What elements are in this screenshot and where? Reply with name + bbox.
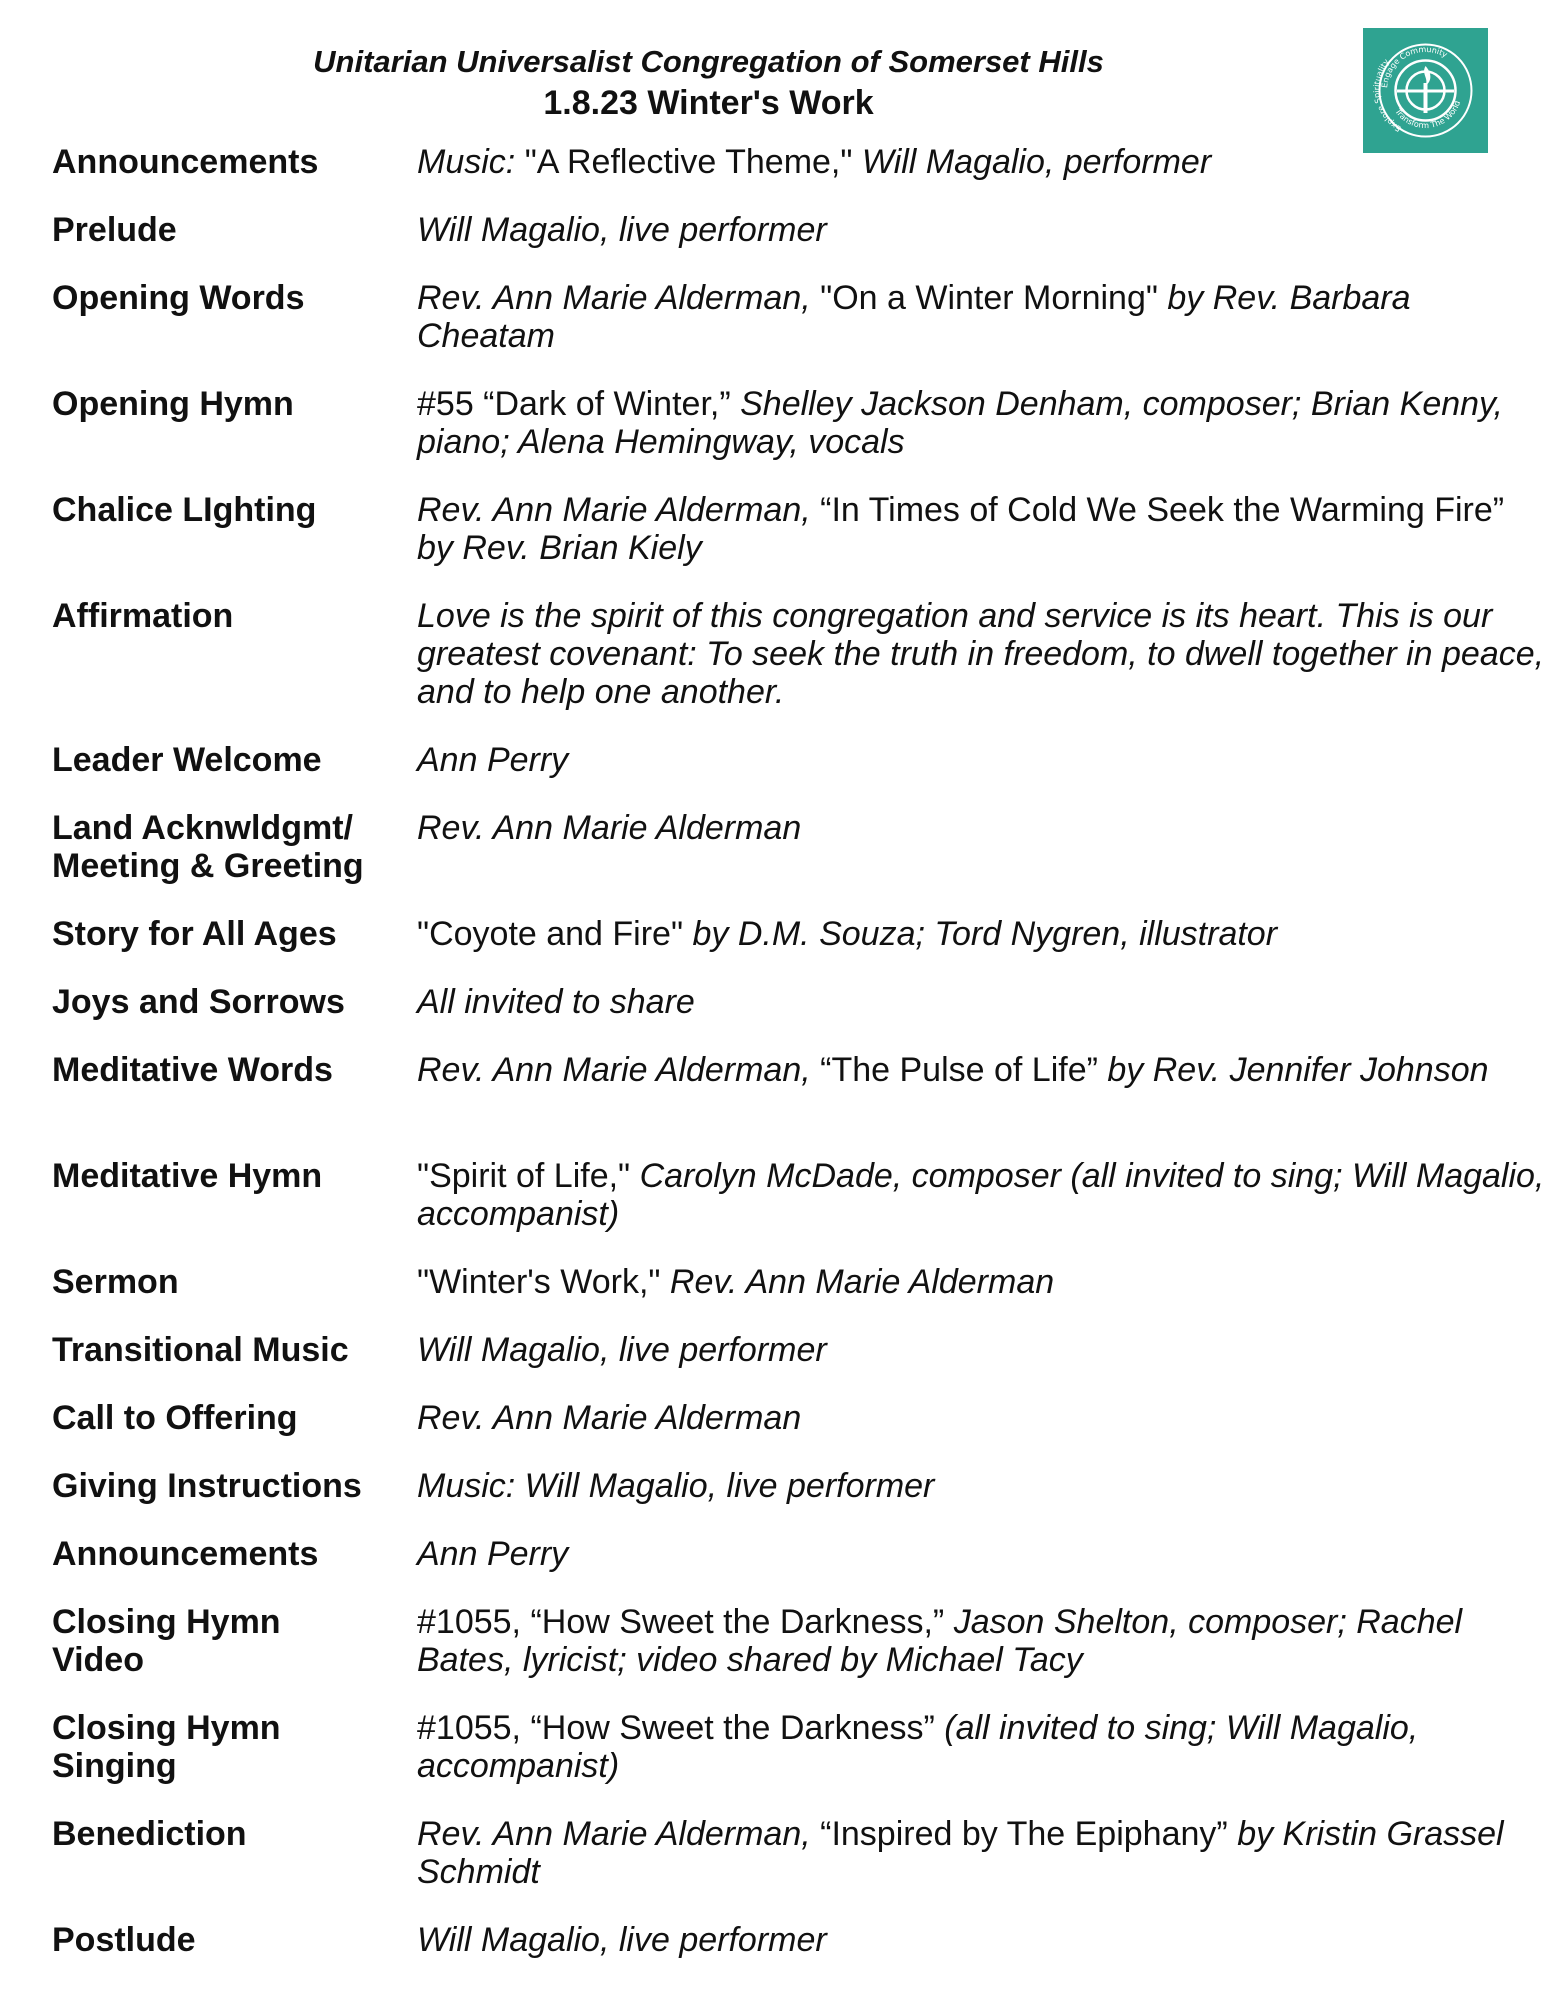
detail-segment: by Rev. Jennifer Johnson xyxy=(1107,1051,1489,1089)
detail-segment: by Rev. Barbara Cheatam xyxy=(417,279,1411,355)
detail-segment: #1055, “How Sweet the Darkness,” xyxy=(417,1603,954,1641)
service-item-detail xyxy=(417,1399,1545,1437)
detail-segment: by Rev. Brian Kiely xyxy=(417,529,702,567)
detail-segment: (all invited to sing; Will Magalio, accompanist) xyxy=(417,1709,1419,1785)
detail-segment: Rev. Ann Marie Alderman xyxy=(669,1263,1055,1301)
service-item-detail xyxy=(417,385,1545,461)
service-item-label: Benediction xyxy=(52,1815,247,1853)
service-item-detail xyxy=(417,1331,1545,1369)
detail-segment: Carolyn McDade, composer (all invited to sing; Will Magalio, accompanist) xyxy=(417,1157,1545,1233)
service-item-label: Leader Welcome xyxy=(52,741,322,779)
service-item-detail xyxy=(417,1157,1545,1233)
detail-segment: Will Magalio, live performer xyxy=(417,1331,827,1369)
service-item-detail xyxy=(417,143,1545,181)
service-item-label: Prelude xyxy=(52,211,177,249)
service-item-detail xyxy=(417,1263,1545,1301)
detail-segment: Love is the spirit of this congregation and service is its heart. This is our greatest covenant: To seek the truth in freedom, to dwell together in peace, and to help one another. xyxy=(417,597,1545,711)
service-item-label: Postlude xyxy=(52,1921,196,1959)
service-item-label: Story for All Ages xyxy=(52,915,337,953)
service-item-label: Call to Offering xyxy=(52,1399,298,1437)
service-item-label: Announcements xyxy=(52,143,319,181)
service-item-detail xyxy=(417,1709,1545,1785)
service-item-detail xyxy=(417,915,1545,953)
service-item-label: Meditative Words xyxy=(52,1051,333,1089)
detail-segment: Ann Perry xyxy=(417,1535,569,1573)
chalice-logo-icon xyxy=(1363,28,1488,153)
logo-text-bottom: Transform The World xyxy=(1393,99,1463,131)
service-item-label: Closing Hymn Video xyxy=(52,1603,281,1679)
organization-name: Unitarian Universalist Congregation of Somerset Hills xyxy=(313,44,1104,79)
service-item-detail xyxy=(417,597,1545,711)
service-item-detail xyxy=(417,491,1545,567)
service-item-label: Transitional Music xyxy=(52,1331,349,1369)
service-item-detail xyxy=(417,1815,1545,1891)
service-item-detail xyxy=(417,983,1545,1021)
service-item-label: Land Acknwldgmt/ Meeting & Greeting xyxy=(52,809,364,885)
logo-text-top: Engage Community xyxy=(1380,44,1449,89)
detail-segment: by D.M. Souza; Tord Nygren, illustrator xyxy=(692,915,1278,953)
detail-segment: "On a Winter Morning" xyxy=(820,279,1168,317)
detail-segment: Shelley Jackson Denham, composer; Brian Kenny, piano; Alena Hemingway, vocals xyxy=(417,385,1503,461)
detail-segment: Jason Shelton, composer; Rachel Bates, lyricist; video shared by Michael Tacy xyxy=(417,1603,1463,1679)
detail-segment: "Spirit of Life," xyxy=(417,1157,640,1195)
detail-segment: "Coyote and Fire" xyxy=(417,915,693,953)
detail-segment: #1055, “How Sweet the Darkness” xyxy=(417,1709,945,1747)
service-item-detail xyxy=(417,1467,1545,1505)
detail-segment: All invited to share xyxy=(417,983,695,1021)
service-item-detail xyxy=(417,1051,1545,1089)
service-item-label: Opening Hymn xyxy=(52,385,294,423)
detail-segment: Ann Perry xyxy=(417,741,569,779)
service-item-detail xyxy=(417,1535,1545,1573)
service-item-label: Chalice LIghting xyxy=(52,491,317,529)
detail-segment: Music: Will Magalio, live performer xyxy=(417,1467,935,1505)
service-item-label: Sermon xyxy=(52,1263,179,1301)
detail-segment: "A Reflective Theme," xyxy=(524,143,862,181)
detail-segment: Rev. Ann Marie Alderman, xyxy=(417,1051,821,1089)
service-item-detail xyxy=(417,1921,1545,1959)
detail-segment: Music: xyxy=(417,143,525,181)
detail-segment: Will Magalio, live performer xyxy=(417,211,827,249)
service-item-detail xyxy=(417,211,1545,249)
detail-segment: “Inspired by The Epiphany” xyxy=(820,1815,1238,1853)
detail-segment: “In Times of Cold We Seek the Warming Fire” xyxy=(820,491,1505,529)
detail-segment: by Kristin Grassel Schmidt xyxy=(417,1815,1504,1891)
service-item-detail xyxy=(417,741,1545,779)
detail-segment: “The Pulse of Life” xyxy=(820,1051,1108,1089)
service-item-detail xyxy=(417,809,1545,847)
detail-segment: Rev. Ann Marie Alderman, xyxy=(417,1815,821,1853)
detail-segment: "Winter's Work," xyxy=(417,1263,670,1301)
service-item-label: Joys and Sorrows xyxy=(52,983,345,1021)
detail-segment: Rev. Ann Marie Alderman xyxy=(417,1399,802,1437)
detail-segment: Rev. Ann Marie Alderman xyxy=(417,809,802,847)
header xyxy=(0,42,1545,124)
service-item-label: Meditative Hymn xyxy=(52,1157,323,1195)
service-item-label: Opening Words xyxy=(52,279,305,317)
service-item-detail xyxy=(417,1603,1545,1679)
detail-segment: Will Magalio, performer xyxy=(861,143,1212,181)
service-item-label: Closing Hymn Singing xyxy=(52,1709,281,1785)
detail-segment: Rev. Ann Marie Alderman, xyxy=(417,491,821,529)
detail-segment: Rev. Ann Marie Alderman, xyxy=(417,279,821,317)
service-item-label: Giving Instructions xyxy=(52,1467,362,1505)
service-item-label: Affirmation xyxy=(52,597,234,635)
service-title: 1.8.23 Winter's Work xyxy=(543,84,874,122)
service-item-detail xyxy=(417,279,1545,355)
logo-text-left: Explore Spirituality xyxy=(1372,57,1403,134)
detail-segment: Will Magalio, live performer xyxy=(417,1921,827,1959)
detail-segment: #55 “Dark of Winter,” xyxy=(417,385,741,423)
svg-text:Engage Community xyxy=(1380,45,1449,89)
service-item-label: Announcements xyxy=(52,1535,319,1573)
